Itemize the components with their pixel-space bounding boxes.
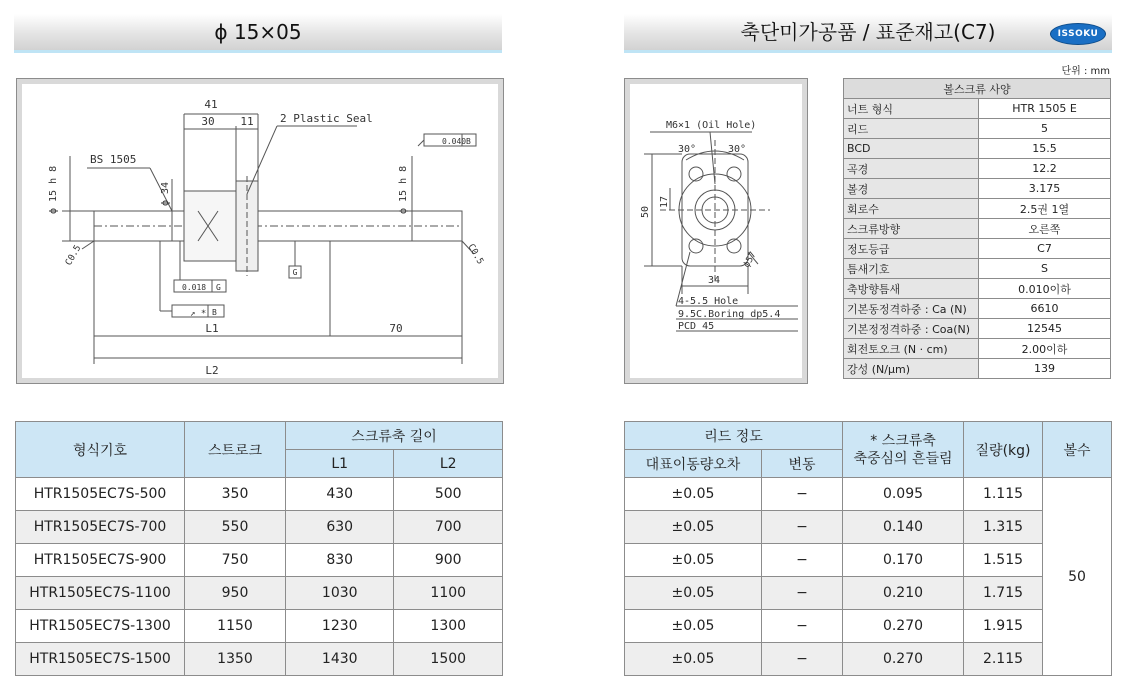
spec-row <box>844 279 1111 299</box>
plastic-seal-label: 2 Plastic Seal <box>280 112 373 125</box>
col-l2: L2 <box>394 450 503 478</box>
spec-row <box>844 239 1111 259</box>
spec-value: 15.5 <box>979 139 1111 159</box>
col-runout: * 스크류축 축중심의 흔들림 <box>843 422 964 478</box>
spec-value: 3.175 <box>979 179 1111 199</box>
left-drawing-frame <box>16 78 504 384</box>
note-holes: 4-5.5 Hole <box>678 296 739 307</box>
cell-l1: 1430 <box>286 643 394 676</box>
spec-row <box>844 199 1111 219</box>
cell-rep: ±0.05 <box>625 544 762 577</box>
table-row <box>16 643 503 676</box>
cell-var: − <box>762 577 843 610</box>
spec-row <box>844 159 1111 179</box>
cell-rep: ±0.05 <box>625 478 762 511</box>
dim-30: 30 <box>201 115 215 128</box>
table-row <box>625 478 1112 511</box>
table-row <box>625 610 1112 643</box>
spec-value: 2.5권 1열 <box>979 199 1111 219</box>
cell-mass: 1.715 <box>964 577 1043 610</box>
dim-41: 41 <box>204 98 218 111</box>
cell-balls: 50 <box>1043 478 1112 676</box>
cell-runout: 0.140 <box>843 511 964 544</box>
col-mass: 질량(kg) <box>964 422 1043 478</box>
l2-label: L2 <box>205 364 219 377</box>
cell-rep: ±0.05 <box>625 577 762 610</box>
spec-row <box>844 259 1111 279</box>
accuracy-table <box>624 421 1112 676</box>
col-l1: L1 <box>286 450 394 478</box>
table-row <box>16 478 503 511</box>
cell-stroke: 550 <box>185 511 286 544</box>
cell-mass: 1.315 <box>964 511 1043 544</box>
cell-mass: 1.915 <box>964 610 1043 643</box>
cell-var: − <box>762 511 843 544</box>
chamfer-left: C0.5 <box>63 243 84 268</box>
cell-l1: 430 <box>286 478 394 511</box>
spec-row <box>844 359 1111 379</box>
table-row <box>16 544 503 577</box>
bs-label: BS 1505 <box>90 153 137 166</box>
tol-right-ref: B <box>466 137 471 146</box>
cell-runout: 0.270 <box>843 643 964 676</box>
spec-value: 2.00이하 <box>979 339 1111 359</box>
table-row <box>625 577 1112 610</box>
spec-label: 정도등급 <box>844 239 979 259</box>
spec-label: 기본정정격하중 : Coa(N) <box>844 319 979 339</box>
tol-bottom-ref: G <box>216 283 221 292</box>
cell-model: HTR1505EC7S-1100 <box>16 577 185 610</box>
spec-value: 12.2 <box>979 159 1111 179</box>
oil-hole-label: M6×1 (Oil Hole) <box>666 120 757 131</box>
dia-57: ϕ57 <box>741 250 759 270</box>
left-title: ϕ 15×05 <box>214 20 302 44</box>
note-boring: 9.5C.Boring dp5.4 <box>678 309 781 320</box>
spec-value: 139 <box>979 359 1111 379</box>
spec-row <box>844 99 1111 119</box>
col-model: 형식기호 <box>16 422 185 478</box>
cell-l1: 830 <box>286 544 394 577</box>
ball-screw-side-drawing <box>22 84 498 378</box>
cell-l2: 1300 <box>394 610 503 643</box>
spec-label: 너트 형식 <box>844 99 979 119</box>
spec-label: 축방향틈새 <box>844 279 979 299</box>
table-row <box>625 511 1112 544</box>
model-table <box>15 421 503 676</box>
dim-17: 17 <box>659 195 670 208</box>
right-title-bar <box>624 14 1112 53</box>
spec-row <box>844 319 1111 339</box>
angle-left: 30° <box>678 144 697 155</box>
cell-runout: 0.170 <box>843 544 964 577</box>
cell-stroke: 1150 <box>185 610 286 643</box>
brand-logo: ISSOKU <box>1050 23 1106 45</box>
cell-mass: 1.515 <box>964 544 1043 577</box>
l1-label: L1 <box>205 322 219 335</box>
cell-stroke: 950 <box>185 577 286 610</box>
table-row <box>16 610 503 643</box>
cell-rep: ±0.05 <box>625 610 762 643</box>
cell-stroke: 1350 <box>185 643 286 676</box>
table-row <box>16 511 503 544</box>
table-row <box>16 577 503 610</box>
cell-model: HTR1505EC7S-700 <box>16 511 185 544</box>
cell-runout: 0.270 <box>843 610 964 643</box>
table-row <box>625 643 1112 676</box>
spec-row <box>844 139 1111 159</box>
unit-note: 단위 : mm <box>1061 66 1110 77</box>
cell-l2: 1500 <box>394 643 503 676</box>
spec-row <box>844 179 1111 199</box>
spec-table <box>843 78 1111 379</box>
cell-l2: 500 <box>394 478 503 511</box>
cell-mass: 1.115 <box>964 478 1043 511</box>
spec-label: 리드 <box>844 119 979 139</box>
tol-bottom: 0.018 <box>182 283 207 292</box>
col-lead-accuracy: 리드 정도 <box>625 422 843 450</box>
spec-row <box>844 339 1111 359</box>
dim-11: 11 <box>240 115 254 128</box>
cell-var: − <box>762 544 843 577</box>
spec-label: 볼경 <box>844 179 979 199</box>
col-rep-error: 대표이동량오차 <box>625 450 762 478</box>
cell-var: − <box>762 643 843 676</box>
datum-g: G <box>292 268 298 277</box>
cell-model: HTR1505EC7S-1300 <box>16 610 185 643</box>
phi15-right-label: ϕ 15 h 8 <box>398 165 409 214</box>
cell-var: − <box>762 610 843 643</box>
cell-rep: ±0.05 <box>625 643 762 676</box>
cell-l1: 1030 <box>286 577 394 610</box>
cell-l2: 900 <box>394 544 503 577</box>
spec-label: BCD <box>844 139 979 159</box>
col-balls: 볼수 <box>1043 422 1112 478</box>
right-title: 축단미가공품 / 표준재고(C7) <box>740 20 996 44</box>
dim-34: 34 <box>708 275 721 286</box>
cell-var: − <box>762 478 843 511</box>
spec-value: 오른쪽 <box>979 219 1111 239</box>
spec-label: 스크류방향 <box>844 219 979 239</box>
cell-runout: 0.210 <box>843 577 964 610</box>
cell-l1: 1230 <box>286 610 394 643</box>
spec-value: 5 <box>979 119 1111 139</box>
phi15-left-label: ϕ 15 h 8 <box>48 165 59 214</box>
phi34-label: ϕ 34 <box>160 181 171 206</box>
cell-model: HTR1505EC7S-900 <box>16 544 185 577</box>
cell-mass: 2.115 <box>964 643 1043 676</box>
spec-table-header: 볼스크류 사양 <box>844 79 1111 99</box>
tol-run-ref: B <box>212 308 217 317</box>
cell-stroke: 350 <box>185 478 286 511</box>
cell-l1: 630 <box>286 511 394 544</box>
col-screw-length: 스크류축 길이 <box>286 422 503 450</box>
col-variation: 변동 <box>762 450 843 478</box>
cell-model: HTR1505EC7S-1500 <box>16 643 185 676</box>
col-stroke: 스트로크 <box>185 422 286 478</box>
dim-50: 50 <box>640 205 651 218</box>
cell-runout: 0.095 <box>843 478 964 511</box>
dim-70: 70 <box>389 322 403 335</box>
spec-label: 곡경 <box>844 159 979 179</box>
spec-row <box>844 119 1111 139</box>
nut-front-drawing <box>630 84 802 378</box>
right-drawing-frame <box>624 78 808 384</box>
chamfer-right: C0.5 <box>465 242 485 267</box>
cell-l2: 1100 <box>394 577 503 610</box>
spec-label: 회전토오크 (N · cm) <box>844 339 979 359</box>
spec-row <box>844 219 1111 239</box>
spec-value: C7 <box>979 239 1111 259</box>
note-pcd: PCD 45 <box>678 321 715 332</box>
spec-label: 기본동정격하중 : Ca (N) <box>844 299 979 319</box>
cell-stroke: 750 <box>185 544 286 577</box>
spec-value: S <box>979 259 1111 279</box>
cell-rep: ±0.05 <box>625 511 762 544</box>
tol-right: 0.040 <box>442 137 467 146</box>
spec-value: HTR 1505 E <box>979 99 1111 119</box>
spec-row <box>844 299 1111 319</box>
cell-model: HTR1505EC7S-500 <box>16 478 185 511</box>
svg-text:↗ *: ↗ * <box>190 309 207 319</box>
spec-label: 회로수 <box>844 199 979 219</box>
spec-value: 0.010이하 <box>979 279 1111 299</box>
spec-label: 틈새기호 <box>844 259 979 279</box>
angle-right: 30° <box>728 144 747 155</box>
table-row <box>625 544 1112 577</box>
cell-l2: 700 <box>394 511 503 544</box>
left-title-bar <box>14 14 502 53</box>
spec-value: 12545 <box>979 319 1111 339</box>
spec-value: 6610 <box>979 299 1111 319</box>
spec-label: 강성 (N/μm) <box>844 359 979 379</box>
